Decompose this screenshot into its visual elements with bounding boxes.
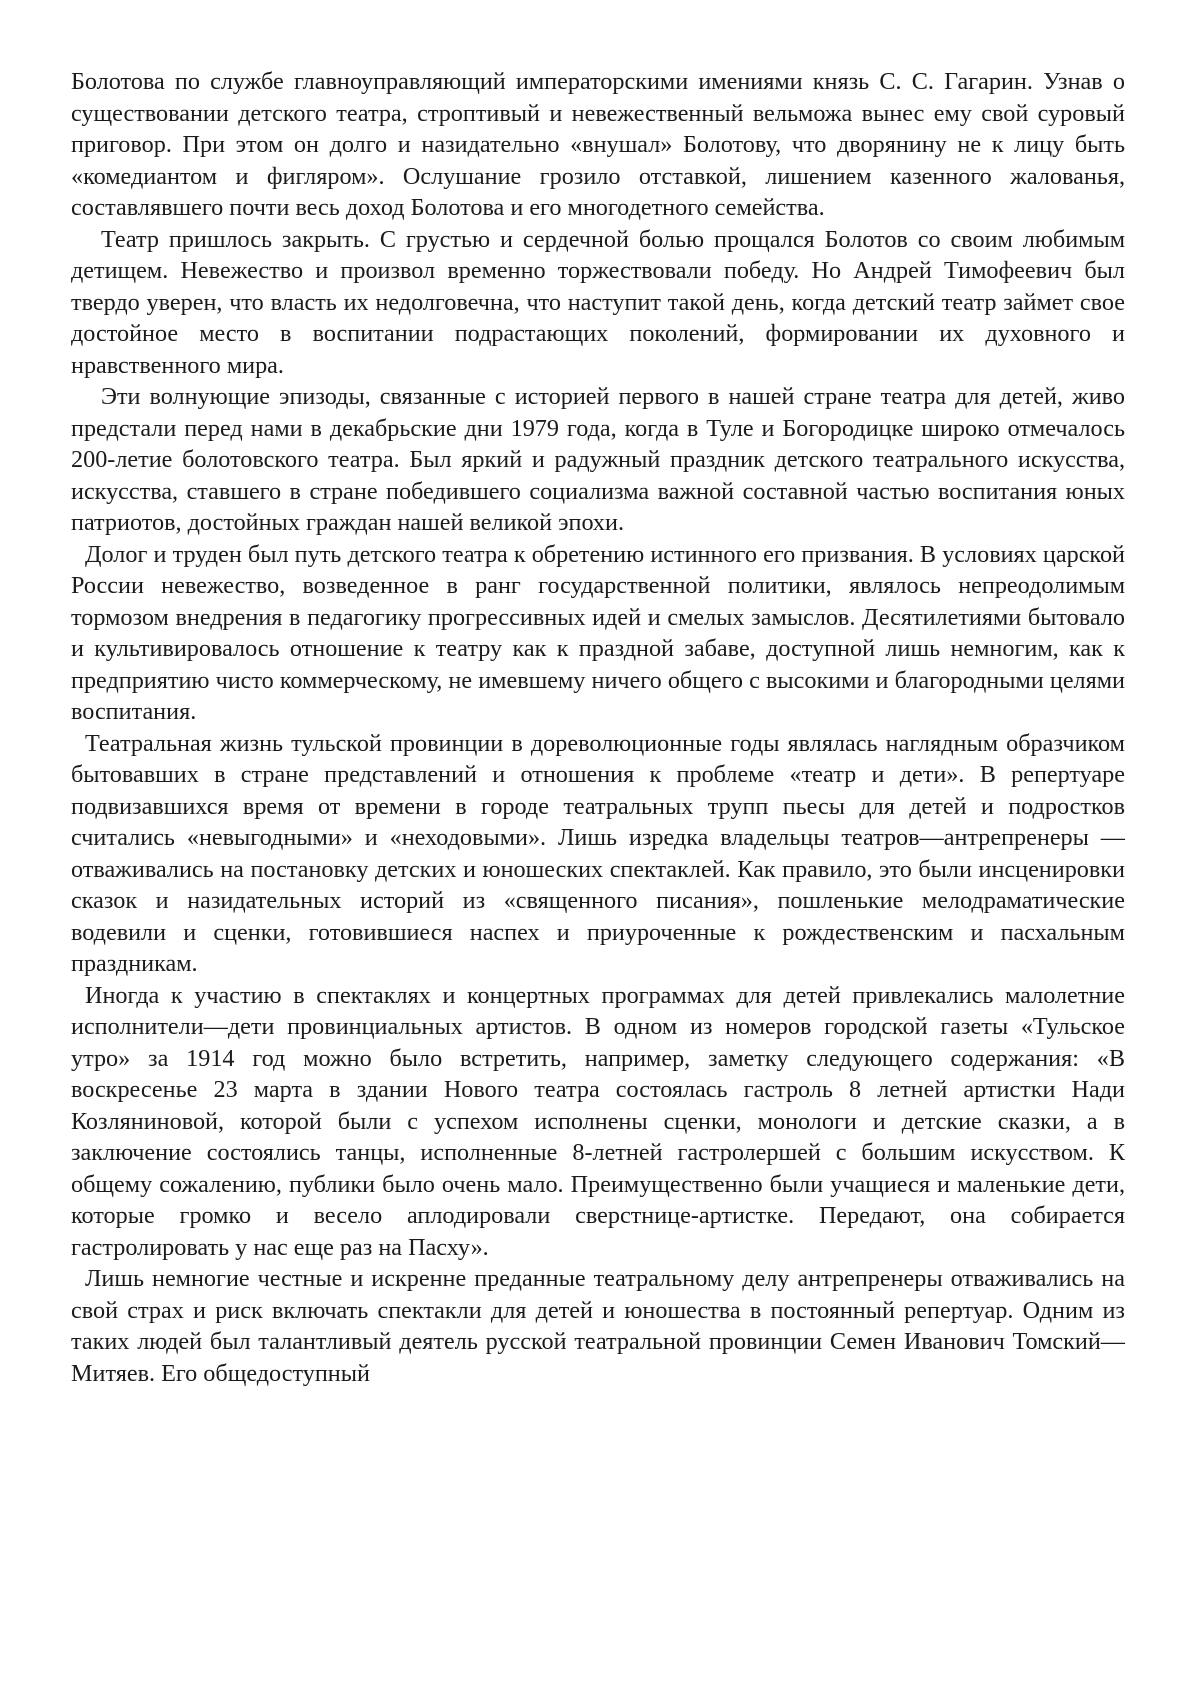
paragraph: Болотова по службе главноуправляющий императорскими имениями князь С. С. Гагарин. Узнав о существовании детского театра, строптивый и невежественный вельможа вынес ему свой суровый приговор. При этом он долго и назидательно «внушал» Болотову, что дворянину не к лицу быть «комедиантом и фигляром». Ослушание грозило отставкой, лишением казенного жалованья, составлявшего почти весь доход Болотова и его многодетного семейства. bbox=[71, 68, 1125, 221]
paragraph: Долог и труден был путь детского театра к обретению истинного его призвания. В условиях царской России невежество, возведенное в ранг государственной политики, являлось непреодолимым тормозом внедрения в педагогику прогрессивных идей и смелых замыслов. Десятилетиями бытовало и культивировалось отношение к театру как к праздной забаве, доступной лишь немногим, как к предприятию чисто коммерческому, не имевшему ничего общего с высокими и благородными целями воспитания. bbox=[71, 540, 1125, 725]
paragraph: Иногда к участию в спектаклях и концертных программах для детей привлекались малолетние исполнители—дети провинциальных артистов. В одном из номеров городской газеты «Тульское утро» за 1914 год можно было встретить, например, заметку следующего содержания: «В воскресенье 23 марта в здании Нового театра состоялась гастроль 8 летней артистки Нади Козляниновой, которой были с успехом исполнены сценки, монологи и детские сказки, а в заключение состоялись танцы, исполненные 8-летней гастролершей с большим искусством. К общему сожалению, публики было очень мало. Преимущественно были учащиеся и маленькие дети, которые громко и весело аплодировали сверстнице-артистке. Передают, она собирается гастролировать у нас еще раз на Пасху». bbox=[71, 981, 1125, 1261]
paragraph: Эти волнующие эпизоды, связанные с историей первого в нашей стране театра для детей, живо предстали перед нами в декабрьские дни 1979 года, когда в Туле и Богородицке широко отмечалось 200-летие болотовского театра. Был яркий и радужный праздник детского театрального искусства, искусства, ставшего в стране победившего социализма важной составной частью воспитания юных патриотов, достойных граждан нашей великой эпохи. bbox=[71, 383, 1125, 536]
paragraph: Театр пришлось закрыть. С грустью и сердечной болью прощался Болотов со своим любимым детищем. Невежество и произвол временно торжествовали победу. Но Андрей Тимофеевич был твердо уверен, что власть их недолговечна, что наступит такой день, когда детский театр займет свое достойное место в воспитании подрастающих поколений, формировании их духовного и нравственного мира. bbox=[71, 225, 1125, 379]
paragraph: Театральная жизнь тульской провинции в дореволюционные годы являлась наглядным образчиком бытовавших в стране представлений и отношения к проблеме «театр и дети». В репертуаре подвизавшихся время от времени в городе театральных трупп пьесы для детей и подростков считались «невыгодными» и «неходовыми». Лишь изредка владельцы театров—антрепренеры — отваживались на постановку детских и юношеских спектаклей. Как правило, это были инсценировки сказок и назидательных историй из «священного писания», пошленькие мелодраматические водевили и сценки, готовившиеся наспех и приуроченные к рождественским и пасхальным праздникам. bbox=[71, 729, 1125, 977]
paragraph: Лишь немногие честные и искренне преданные театральному делу антрепренеры отваживались на свой страх и риск включать спектакли для детей и юношества в постоянный репертуар. Одним из таких людей был талантливый деятель русской театральной провинции Семен Иванович Томский—Митяев. Его общедоступный bbox=[71, 1265, 1125, 1387]
document-page bbox=[71, 66, 1125, 1389]
